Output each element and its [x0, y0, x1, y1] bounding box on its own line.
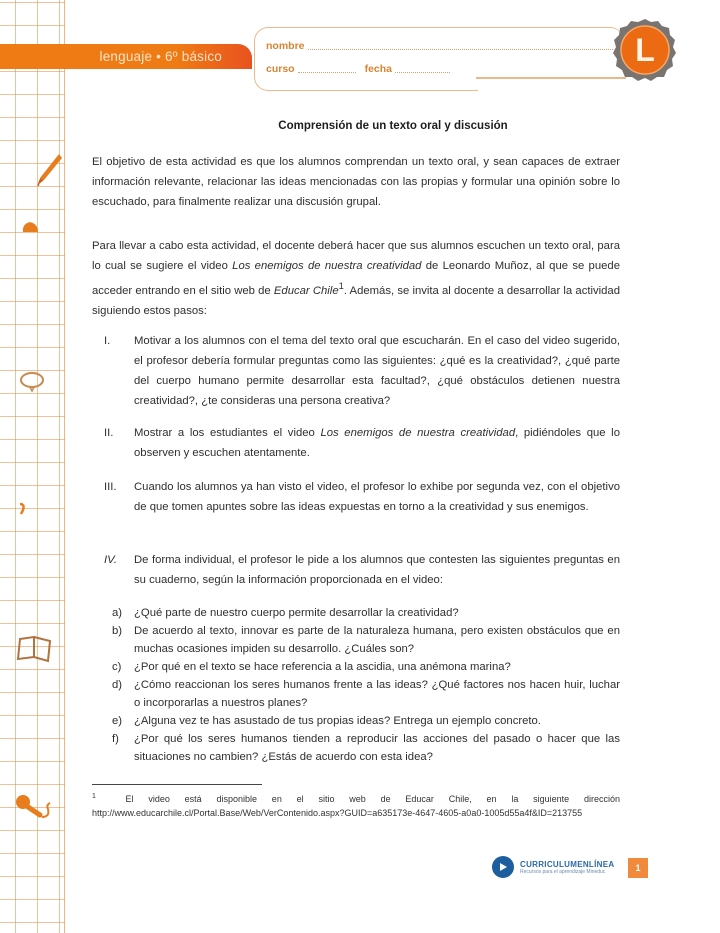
footnote-divider — [92, 784, 262, 785]
step-item — [104, 423, 620, 463]
question-letter: c) — [112, 661, 122, 673]
subject-grade-label: lenguaje • 6º básico — [99, 49, 222, 64]
svg-text:L: L — [635, 32, 655, 68]
question-letter: b) — [112, 625, 123, 637]
comma-mark-icon — [17, 502, 27, 516]
steps-list-3 — [104, 477, 620, 517]
speech-bubble-icon — [18, 370, 46, 392]
name-blank-line[interactable] — [308, 48, 613, 50]
question-text: ¿Qué parte de nuestro cuerpo permite desarrollar la creatividad? — [134, 607, 459, 619]
steps-list-2 — [104, 423, 620, 463]
site-name: Educar Chile — [273, 284, 339, 297]
question-item — [112, 604, 620, 622]
step-item — [104, 550, 620, 590]
date-label: fecha — [364, 63, 393, 75]
course-label: curso — [266, 63, 295, 75]
question-item — [112, 658, 620, 676]
intro-paragraph: El objetivo de esta actividad es que los alumnos comprendan un texto oral, y sean capaces de extraer información relevante, relacionar las ideas mencionadas con las propias y formular una opinión sobre lo escuchado, para finalmente realizar una discusión grupal. — [92, 156, 620, 208]
name-label: nombre — [266, 40, 305, 52]
steps-list-4 — [104, 550, 620, 590]
page-number-badge: 1 — [628, 858, 648, 878]
video-title: Los enemigos de nuestra creatividad — [232, 260, 422, 272]
footnote-number: 1 — [92, 793, 96, 800]
question-item — [112, 730, 620, 766]
play-circle-icon — [492, 856, 514, 878]
student-info-box-cut — [478, 77, 628, 93]
footnote-ref[interactable]: 1 — [338, 280, 344, 291]
document-title: Comprensión de un texto oral y discusión — [278, 120, 508, 132]
question-text: ¿Alguna vez te has asustado de tus propias ideas? Entrega un ejemplo concreto. — [134, 715, 541, 727]
step-text: Mostrar a los estudiantes el video Los enemigos de nuestra creatividad, pidiéndoles que lo observen y escuchen atentamente. — [134, 427, 620, 459]
steps-list — [104, 331, 620, 411]
brand-tagline: Recursos para el aprendizaje Mineduc — [520, 868, 606, 875]
curriculum-en-linea-logo[interactable] — [492, 856, 614, 878]
step-number: II. — [104, 427, 114, 439]
step-item — [104, 331, 620, 411]
question-item — [112, 712, 620, 730]
course-date-row — [266, 63, 466, 75]
name-field[interactable] — [266, 40, 616, 52]
footnote-text[interactable]: El video está disponible en el sitio web de Educar Chile, en la siguiente dirección http://www.educarchile.cl/Portal.Base/Web/VerContenido.aspx?GUID=a635173e-4647-4605-a0a0-1005d55a4f&ID=213755 — [92, 794, 620, 818]
instructions-text-part-2: de Leonardo Muñoz, al que se puede acceder entrando en el sitio web de — [92, 260, 620, 297]
pencil-icon — [34, 150, 64, 190]
question-text: ¿Cómo reaccionan los seres humanos frente a las ideas? ¿Qué factores nos hacen huir, luchar o incorporarlas a nuestros planes? — [134, 679, 620, 709]
question-text: De acuerdo al texto, innovar es parte de la naturaleza humana, pero existen obstáculos que en muchas ocasiones impiden su desarrollo. ¿Cuáles son? — [134, 625, 620, 655]
instructions-text-part-3: . Además, se invita al docente a desarrollar la actividad siguiendo estos pasos: — [92, 284, 620, 317]
question-text: ¿Por qué los seres humanos tienden a reproducir las acciones del pasado o hacer que las situaciones no cambien? ¿Estás de acuerdo con esta idea? — [134, 733, 620, 763]
step-number: I. — [104, 335, 111, 347]
student-info-box-divider — [476, 77, 626, 79]
step-text: De forma individual, el profesor le pide a los alumnos que contesten las siguientes preguntas en su cuaderno, según la información proporcionada en el video: — [134, 554, 620, 586]
date-blank-line[interactable] — [395, 71, 450, 73]
questions-list — [112, 604, 620, 766]
question-letter: f) — [112, 733, 119, 745]
step-item — [104, 477, 620, 517]
microphone-icon — [14, 793, 54, 823]
subject-letter-badge-icon — [611, 16, 679, 84]
step-text: Cuando los alumnos ya han visto el video, el profesor lo exhibe por segunda vez, con el objetivo de que tomen apuntes sobre las ideas expuestas en torno a la creatividad y sus enemigos. — [134, 481, 620, 513]
step-number: III. — [104, 481, 117, 493]
ink-drop-icon — [20, 218, 42, 236]
question-letter: e) — [112, 715, 123, 727]
question-text: ¿Por qué en el texto se hace referencia a la ascidia, una anémona marina? — [134, 661, 511, 673]
open-book-icon — [16, 633, 54, 663]
step-number: IV. — [104, 554, 117, 566]
subject-grade-banner — [0, 44, 252, 69]
instructions-paragraph — [92, 236, 620, 321]
brand-name: CURRICULUMENLÍNEA — [520, 859, 615, 869]
course-blank-line[interactable] — [298, 71, 356, 73]
question-item — [112, 676, 620, 712]
question-letter: a) — [112, 607, 123, 619]
instructions-text-part-1: Para llevar a cabo esta actividad, el docente deberá hacer que sus alumnos escuchen un texto oral, para lo cual se sugiere el video — [92, 240, 620, 272]
question-letter: d) — [112, 679, 123, 691]
step-text: Motivar a los alumnos con el tema del texto oral que escucharán. En el caso del video sugerido, el profesor debería formular preguntas como las siguientes: ¿qué es la creatividad?, ¿qué parte del cuerpo humano permite desarrollar esta facultad?, ¿qué obstáculos detienen nuestra creatividad?, ¿te consideras una persona creativa? — [134, 335, 620, 407]
footnote — [92, 790, 620, 820]
question-item — [112, 622, 620, 658]
